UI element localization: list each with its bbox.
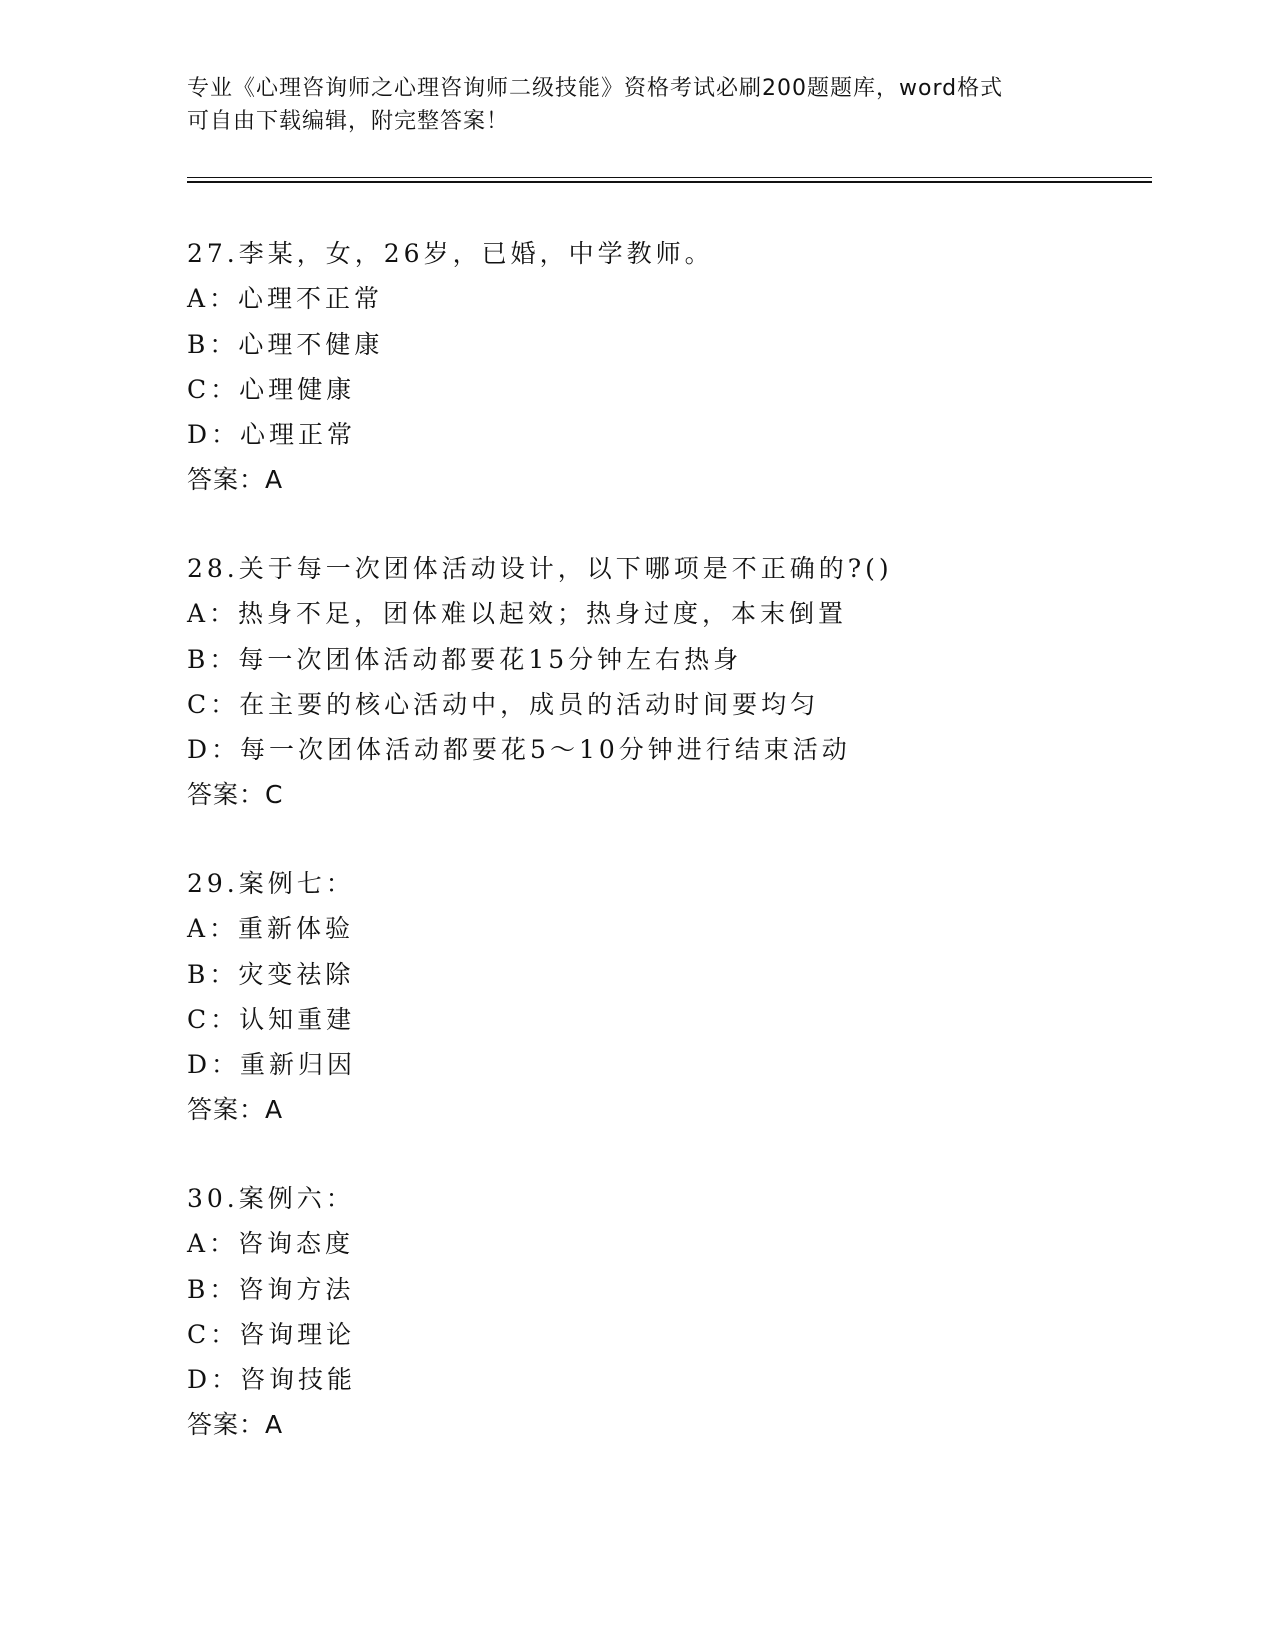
option-d: D：咨询技能: [187, 1365, 357, 1395]
question-28: [187, 546, 1147, 818]
header-line-2: 可自由下载编辑，附完整答案！: [187, 109, 510, 134]
document-header: [187, 72, 1067, 138]
question-27: [187, 231, 1147, 503]
question-stem: 28.关于每一次团体活动设计，以下哪项是不正确的?(): [187, 554, 893, 583]
question-30: [187, 1176, 1147, 1448]
option-a: A：咨询态度: [187, 1229, 355, 1259]
option-c: C：认知重建: [187, 1004, 356, 1034]
option-a: A：心理不正常: [187, 284, 384, 314]
answer-line: 答案：A: [187, 465, 284, 495]
header-rule-thin: [187, 177, 1152, 178]
answer-line: 答案：A: [187, 1095, 284, 1125]
question-stem: 30.案例六：: [187, 1184, 355, 1213]
option-b: B：每一次团体活动都要花15分钟左右热身: [187, 644, 743, 674]
option-d: D：心理正常: [187, 420, 357, 450]
option-c: C：心理健康: [187, 374, 356, 404]
option-d: D：每一次团体活动都要花5～10分钟进行结束活动: [187, 735, 851, 765]
option-a: A：热身不足，团体难以起效；热身过度，本末倒置: [187, 599, 848, 629]
option-c: C：在主要的核心活动中，成员的活动时间要均匀: [187, 689, 820, 719]
option-b: B：咨询方法: [187, 1274, 355, 1304]
option-d: D：重新归因: [187, 1050, 357, 1080]
option-a: A：重新体验: [187, 914, 355, 944]
header-line-1: 专业《心理咨询师之心理咨询师二级技能》资格考试必刷200题题库，word格式: [187, 76, 1004, 101]
question-stem: 29.案例七：: [187, 869, 355, 898]
option-c: C：咨询理论: [187, 1319, 356, 1349]
question-stem: 27.李某，女，26岁，已婚，中学教师。: [187, 239, 714, 268]
question-29: [187, 861, 1147, 1133]
option-b: B：心理不健康: [187, 329, 384, 359]
option-b: B：灾变祛除: [187, 959, 355, 989]
answer-line: 答案：C: [187, 780, 284, 810]
answer-line: 答案：A: [187, 1410, 284, 1440]
header-rule-thick: [187, 181, 1152, 183]
